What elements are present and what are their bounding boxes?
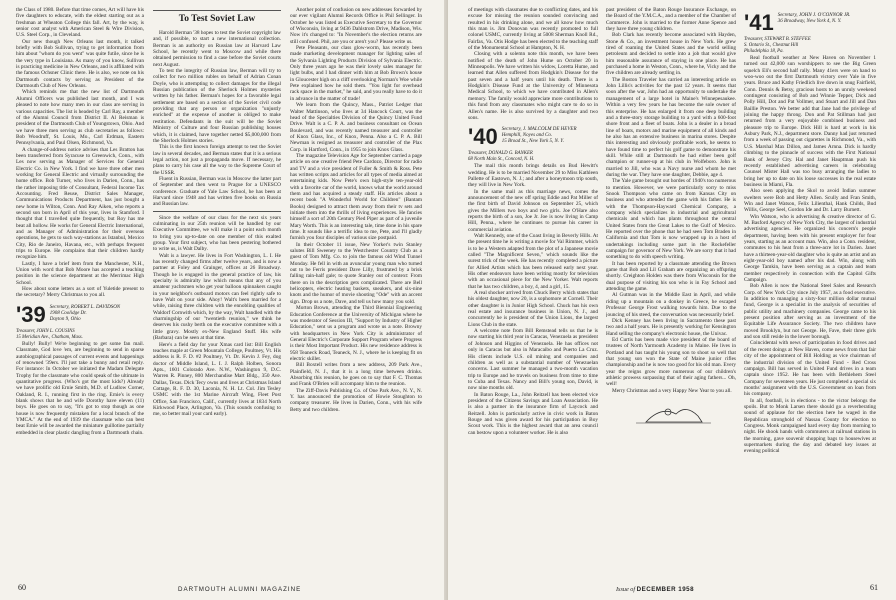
article-title: To Test Soviet Law — [178, 14, 256, 24]
paragraph: of meetings with classmates due to conflicting dates, and his excuse for missing the reunion sounded convincing and resulted in his drinking alone, and we all know how much this man is. Jim Donovan was recently promoted to full colonel USMC, currently living at 5008 Sherman Knoll Rd., Fairfax, Va. Otis Hodge has been elected to the teaching staff of the Monumental School at Hampton, N. H. — [468, 7, 598, 52]
paragraph: Coincidental with news of participation in food drives and of the recent doings at New Haven, come news from that fair city of the appointment of Bill Holding as vice chairman of the industrial division of the United Fund - Red Cross campaign. Bill has served in United Fund drives in a team captain since 1952. He has been with Bethlehem Steel Company for seventeen years. He just completed a special six months' assignment with the U.S. Government on loan from his company. — [744, 340, 876, 398]
paragraph: The Boston Traveler has carried an interesting article on John Lillis's activities for the past 12 years. It seems that soon after the war, John had an opportunity to undertake the management of a large hotel in Maine's Winnepesaukee. Within a very few years he has become the sole owner of this enterprise. He has enlarged it from one deep building and a three-story storage building to a yard with a 600-foot shore front and a fleet of boats. John is a dealer in a broad line of boats, motors and marine equipment of all kinds and he also has an extensive business in marina stores. Despite this interesting and obviously profitable work, he seems to have found time to perfect his golf game to demonstrate his skill. While still at Dartmouth he had either been golf champion or runner-up at his club in Wolfeboro. John is married to Jill, who was a Navy nurse and whom he met during the war. They have one daughter, Debbie, age 4. — [606, 76, 736, 178]
paragraph: Bully! Bully! We're beginning to get some fan mail. Classmate, God love 'em, are beginning to send in sparse autobiographical passages of current events and happenings of renowned '39ers. I'll just take a bunny and retail reply. For instance: In October we initiated the Madam Delegate Trophy for the classmate who could speak of the ultimate in quantitative progress. (Who's got the most kids?) Already we have prolific old Ernie Smith, M.D. of Ludlow Corner, Oakland, R. I., running first in the ring. Ernie's is every blank shows that he and wife Dorothy have eleven (11) boys. He goes on to say, "It's got to stop though as one house is now frequently mistaken for a local branch of the YMCA." At the end of 1939 the classmate who can best beat Ernie will be awarded the miniature guillotine partially embedded in clear plastic dangling from a Dartmouth chain. — [16, 340, 144, 436]
cartoon-icon — [606, 400, 736, 426]
paragraph: A change-of-address notice advises that Les Bratton has been transferred from Syracuse to Greenwich, Conn., with Les now serving as Manager of Services for General Electric Co. in New York. I find we have three other men working for General Electric and virtually surrounding the home office. Bob Turner, who lives in Darien, Conn., has the rather imposing title of Consultant, Federal Income Tax Accounting. Fred Reuse, District Sales Manager, Communications Products Department, has just bought a new home in Wilton, Conn. And Ray Aiken, who reports a second son born in April of this year, lives in Stamford. I thought that I travelled quite frequently, but Roy has me beat all hollow. He works for General Electric International, and as Manager of Administration for their overseas operations, he gets to such way-stations as Istanbul, Mexico City, Rio de Janeiro, Havana, etc., with perhaps frequent trips to Europe. He complains that their children hardly recognize him. — [16, 146, 144, 261]
left-column-2 — [153, 7, 281, 567]
class-secretary-info: Secretary, ROBERT L. DAVIDSON 1908 Coolidge Dr. Dayton 9, Ohio — [49, 304, 121, 322]
paragraph: past president of the Baton Rouge Insurance Exchange, on the Board of the Y.M.C.A., and a member of the Chamber of Commerce. John is married to the former Anne Spence and they have three young children. — [606, 7, 736, 33]
cartoon-illustration — [606, 400, 736, 426]
paragraph: In Baton Rouge, La., John Reitzell has been elected vice president of the Citizens Savings and Loan Association. He is also a partner in the insurance firm of Laycock and Reitzell. John is particularly active in civic work in Baton Rouge and was given award for his participation in Boy Scout work. This is the highest award that an area council can bestow upon a volunteer worker. He is also — [468, 391, 598, 436]
paragraph: Walt is a lawyer. He lives in Fort Washington, L. I. He has recently changed firms after twelve years, and is now a partner at Foley and Grainger, offices at 26 Broadway. Though he is engaged in the general practice of law, his specialty is admiralty law which means that any of you amateur yachtsmen who get your balloon spinnakers caught in your neighbor's outboard motors can feel rightly safe to have Walt on your side. Ahoy! Walt's been married for a while, raising three children with the ennobling qualities of Waldorf Cornwith which, by the way, Walt handled with the charmingship of our "twentieth reunion," we think he deserves his cushy berth on the executive committee with a little gravy. Mostly ex-New England Stuff. His wife (Barbara) can be seen at that time. — [153, 252, 281, 342]
class-number: '40 — [468, 124, 498, 150]
paragraph: This is the first known foreign attempt to test the Soviet law in several decades, and Berman states that it is a serious legal action, not just a propaganda move. If necessary, he plans to carry his case all the way to the Supreme Court of the USSR. — [153, 144, 281, 176]
paragraph: The Ziff-Davis Publishing Co. of One Park Ave., N. Y., N. Y. has announced the promotion of Howie Stoughton to company treasurer. He lives in Darien, Conn., with his wife Betty and two children. — [290, 387, 422, 413]
magazine-footer: DARTMOUTH ALUMNI MAGAZINE — [178, 586, 302, 593]
paragraph: Merry Christmas and a very Happy New Year to you all. — [612, 387, 732, 394]
paragraph: A welcome note from Bill Remstead tells us that he is now starting his third year in Caracas, Venezuela as president of Johnson and Higgins of Venezuela. He has offices not only in Caracas but also in Maracaibo and Puerto La Cruz. His clients include U.S. oil mining and companies and children as well as a substantial number of Venezuelan concerns. Last summer he managed a two-month vacation trip to Europe and he travels on business from time to time to Cuba and Texas. Nancy and Bill's young son, David, is now nine months old. — [468, 328, 598, 392]
divider — [153, 10, 281, 11]
paragraph: the Class of 1980. Before that time comes, Art will have his five daughters to educate, with the eldest starting out as a freshman at Wheaton College this fall. Art, by the way, is senior cost analyst with American Steel & Wire Division, U.S. Steel Corp., in Cleveland. — [16, 7, 144, 39]
class-number: '39 — [16, 301, 46, 327]
paragraph: A real shocker arrived from Chuck Berry which states that his oldest daughter, now 20, is a sophomore at Cornell. Their other daughter is in Junior High School. Chuck has his own real estate and insurance business in Union, N. J., and concurrently he is president of the Union Lions, the largest Lions Club in the state. — [468, 290, 598, 328]
paragraph: Here's a field day for your Xmas card list: Bill English teaches maple at Green Mountain College, Poultney, Vt. His address is R. F. D. #2 Poultney, Vt. Dr. Kevin J. Fey, dog doctor of Middle Island, L. I. J. Ralph Holben, Sonora Apts., 1601 Colorado Ave. N.W., Washington 9, D.C. Warren R. Pinney, 800 Merchandise Mart Bldg., 350 Ave. Dallas, Texas. Dick Tecy owns and lives at Christmas Island Cottage, R. F. D. 30, Laconia, N. H. Lt. Col. Jim Tesley USMC with the 1st Marine Aircraft Wing, Fleet Post Office, San Francisco, Calif., currently lives at 1834 North Kirkwood Place, Arlington, Va. (This sounds confusing to me, so better mail your card early). — [153, 341, 281, 418]
paragraph: Fluent in Russian, Berman was in Moscow the latter part of September and then went to Prague for a UNESCO conference. Graduate of Yale Law School, he has been at Harvard since 1948 and has written five books on Russia and Russian law. — [153, 175, 281, 208]
right-column-2 — [606, 7, 736, 567]
paragraph: Another point of confusion on new addresses forwarded by our ever vigilant Alumni Records Office is Phil Sellinger. In October he was listed as Executive Secretary to the Governor of Wisconsin, living at 9436 Dahlstrom Drive, Madison, Wis. Now it's changed to: "In November's the election returns are still confused. Phil, are you or aren't you? Please write us. — [290, 7, 422, 45]
paragraph: Win Watson, who is advertising & creative director of G. M. Basford Agency of New York City, the largest of industrial advertising agencies. He organized his concern's people department, having been with his present employer for four years, starting as an account man. Win, also a Conn. resident, commutes to his heat from a three-acre lot in Darien. Janet have a thirteen-year-old daughter who is quite an artist and an eight-year-old boy named after his dad. Win, along with George Tamkin, have been serving as a captain and team member respectively in connection with the Capitol Gifts Campaign. — [744, 213, 876, 284]
page-number: 60 — [18, 583, 26, 592]
paragraph: Dick Kenney has been living in Sacramento these past two and a half years. He is presently working for Kensington Hand selling the company's electronic house, the Univac. — [606, 317, 736, 337]
class-secretary-info: Secretary, JOHN J. O'CONNOR JR. 36 Broadway, New York 4, N. Y. — [777, 13, 851, 24]
paragraph: Al Gutman was in the Middle East in April, and while riding up a mountain on a donkey in Greece, he escaped Professor George Frost walking towards him. Due to the jouncing of his steed, the conversation was necessarily brief. — [606, 292, 736, 318]
paragraph: It has been reported by a classmate attending the Brown game that Bob and Lil Graham are organizing an offspring shortly. Creighton Holden was there from Wisconsin for the dual purpose of visiting his son who is in Fay School and attending the game. — [606, 260, 736, 293]
paragraph: Lastly, I have a brief item from the Manchester, N.H., Union with word that Bob Moore has accepted a teaching position in the science department at the Merrimac High School. — [16, 260, 144, 286]
right-column-3 — [744, 7, 876, 567]
paragraph: How about some letters as a sort of Yuletide present to the secretary? Merry Christmas to you all. — [16, 286, 144, 299]
treasurer-info: Treasurer, DONALD G. BANKER 68 North Main St., Concord, N. H. — [468, 151, 535, 163]
class-secretary-info: Secretary, J. MALCOLM DE HEVER Hemphill, Noyes and Co. 15 Broad St., New York 5, N. Y. — [501, 127, 577, 145]
paragraph: Walt Kennedy, one of the Coast living in Beverly Hills. At the present time he is writing a movie for Val Rimmer, which is to be a Western adapted from the plot of a Japanese movie called "The Magnificent Seven," which sounds like the surest trick of the week. He has recently completed a picture for Allied Artists which has been released early next year. His other endeavors have been writing mostly for television with an occasional piece for the New Yorker. Walt reports that he has two children, a boy, 4, and a girl, 15. — [468, 232, 598, 290]
paragraph: Harold Berman '38 hopes to test the Soviet copyright law and, if possible, to start a new international collection. Berman is an authority on Russian law at Harvard Law School, he recently went to Moscow and while there obtained permission to find a case before the Soviet courts next August. — [153, 30, 281, 68]
paragraph: The Yale game brought out hordes of 1940's too numerous to mention. However, we were particularly sorry to miss Snook Thompson who came on from Kansas City on business and who attended the game with his father. He is with the Thompson-Hayward Chemical Company, a company which specializes in industrial and agricultural chemicals and which has plants throughout the central United States from the Great Lakes to the Gulf of Mexico. He reported over the phone that he had seen Tom Braden in California and that Tom is now wrapped up in a host of undertakings including some part in the Rockefeller campaign for governor of New York. We are sorry that it had something to do with speech writing. — [606, 178, 736, 261]
paragraph: Also seen applying the Skol to avoid Indian summer swelters were Bob and Hetty Allen. Scully and Fran Smith, Win and Janet Watson, Felix Lilienthal, Hank Childs, Bud Willis, George Seel, Gordon Ide and Dr. Larry Burnett. — [744, 188, 876, 214]
right-page — [448, 0, 896, 600]
left-column-1 — [16, 7, 144, 567]
paragraph: Real football weather at New Haven on November 1 turned out 42,000 sun worshippers to see the Big Green squelch Eli's second half rally. Many 41ers were on hand to woo-woo out the first Dartmouth victory over Yale in five years. Bruce and Kathy Friedlich live down in snug Fairfield, Conn. Dennis & Betsy, gracious hosts to an unruly weekend contingent consisting of Bob and Winnie Tepper, Dick and Polly Hill, Dot and Pat Vollmer, and Stuart and Jill and Dan Baillie Preston. We better add that Jane had the privilege of joining the happy throng. Don and Pat Stillman had just returned from a very enjoyable combined business and pleasure trip to Europe. Dick Hill is hard at work in his Asbury Park, N.J., department store. Danny had just returned from a week of passing out cigarettes in Richmond, Va., with U.S. Marshal Max Dillon, and James Arnna. Dick is hardly climbing to the pinnacle of success with the First National Bank of Jersey City. Hal and Janet Hauptman push his recently established advertising careers in celebrating Counsel Mister Hall was too busy arranging the ladies to bring her up to date on his loose successes in the real estate business in Miami, Fla. — [744, 55, 876, 188]
paragraph: In all, football, is in elections - to the victor belongs the spoils. But to Monk Larsen there should go a reverberating sound of applause for the election here he waged in the Republican stronghold of Nassau County for election to Congress. Monk campaigned hard every day from morning to night. He shook hands with commuters at railroad stations in the morning, gave souvenir shopping bags to housewives at supermarkets during the day and debated key issues at evening political — [744, 397, 876, 455]
class-header-41 — [744, 10, 876, 35]
left-column-3 — [290, 7, 422, 567]
paragraph: The mail this month brings details on Bud Hewitt's wedding. He is to be married November 29 to Miss Kathleen Pallette of Eastown, N. J.; and after a honeymoon trip south, they will live in New York. — [468, 163, 598, 189]
paragraph: Bob Clark has recently become associated with Hayden, Stone & Co., an investment house in New York. He grew tired of roaming the United States and the world selling petroleum and decided to settle into a job that would give him reasonable assurance of staying in one place. He has purchased a home in Weston, Conn., where he, Vicky and the five children are already settling in. — [606, 32, 736, 77]
paragraph: We learn from the Quincy, Mass., Patriot Ledger that Walter Mattinson, who lives at 34 Hancock Court, was the head of the Specialties Division of the Quincy United Fund Drive. Walt is a C. P. A. and business consultant on Ocean Boulevard, and was recently named treasurer and controller of Knox Glass, Inc., of Knox, Penna. Also a C. P. A. Bill Newman is resigned as treasurer and controller of the Plax Corp. in Hartford, Conn., in 1955 to join Knox Glass. — [290, 102, 422, 153]
treasurer-info: Treasurer, STEWART B. STEFFEE S. Ontario St., Chestnut Hill Philadelphia 18, Pa. — [744, 37, 811, 54]
class-number: '41 — [744, 10, 774, 35]
paragraph: Which reminds me that the new list of Dartmouth Alumni Officers was published last month, and I was pleased to note how many men in our class are serving in various capacities. The list is headed by Carl Ray, a member of the Alumni Council from District II. Al Reisman is president of the Dartmouth Club of Youngstown, Ohio. And we have three men serving as club secretaries as follows: Bob Woodruff, St. Louis, Mo., Carl Erdman, Eastern Pennsylvania, and Paul Olsen, Richmond, Va. — [16, 89, 144, 147]
paragraph: Pete Pleasants, our class glow-worm, has recently been made marketing development manager for lighting sales of the Sylvania Lighting Products Division of Sylvania Electric. Only three years ago he was their lovely sales manager for light bulbs, and I had dinner with him at Bob Brown's house in Gloucester high on a cliff overlooking Norman's Woe while Pete explained how he sold them. "You light for overhead rack space in the market," he said, and you really have to do it in advance in the matter of trade! — [290, 45, 422, 102]
treasurer-info: Treasurer, JOHN L. COUSINS 15 Meridian Ave., Chatham, Mass. — [16, 328, 83, 340]
paragraph: Closing with a solemn note this month, we have been notified of the death of John Hume on October 20 in Minneapolis. We have written his widow, Loretta Hume, and learned that Allen suffered from Hodgkin's Disease for the past seven and a half years until his death. There is a Hodgkin's Disease Fund at the University of Minnesota Medical School, to which we have contributed in Allen's memory. The family would appreciate more contributions to this fund from any classmates who might care to do so in Allen's name. He is also survived by a daughter and two sons. — [468, 51, 598, 121]
paragraph: Bill Boxtell writes from a new address, 209 Park Ave., Plainfield, N. J., that it is a long time between drinks. Absorbing this reunion, he goes on to say that F. C. Thomas and Frank O'Brien will accompany him to the reunion. — [290, 362, 422, 388]
class-header-40 — [468, 124, 598, 150]
class-header-39 — [16, 301, 144, 327]
divider — [153, 211, 281, 212]
paragraph: Morton Brown, attending the Third Biennial Engineering Education Conference at the University of Michigan where he was moderator of Session III, "Support by Industry of Higher Education," sent us a program and wrote us a note. Browny with headquarters in New York City is administrator of General Electric's Corporate Support Program where Progress is their Most Important Product. His new residence address is 958 Teaneck Road, Teaneck, N. J., where he is keeping fit on electric skillet. — [290, 305, 422, 362]
paragraph: Ed Curtis has been made vice president of the board of trustees of North Yarmouth Academy in Maine. He lives in Portland and has taught his young son to shoot so well that that young son won the State of Maine junior rifles championship and he is now too good for his old man. Every year the reigns grow more numerous of our children's athletic prowess surpassing that of their aging fathers... Oh, well! — [606, 336, 736, 388]
issue-footer: Issue of DECEMBER 1958 — [616, 586, 695, 593]
page-number: 61 — [870, 583, 878, 592]
paragraph: The magazine Television Age for September carried a page article on one creative friend Pete Cardozo, Director for radio and TV and a vice president of Fuller & Smith & Ross. Pete has written scripts and articles for all types of media aimed at entertaining kids. Now Pete's own high-style ten-year-old with a favorite car of the world, knows what the world around them and has acquired a steady staff. His articles about a recent book "A Wonderful World for Children" (Bantam Books) designed to attract them away from their tv sets and initiate them into the thrills of living experiences. He fancies himself a sort of 20th Century Pied Piper as part of a juvenile Mary Worth. This is an interesting tale, time done in his spare time. It sounds like a terrific idea to me, Pete, and I'll gladly furnish you four disciples of various size postpaid. — [290, 152, 422, 242]
paragraph: To test the integrity of Russian law, Berman will try to collect for two million rubles on behalf of Adrian Conan Doyle, who is attempting to collect damages for the illegal Russian publication of the Sherlock Holmes mysteries written by his father. Berman's hopes for a favorable legal settlement are based on a section of the Soviet civil code providing that any person or organization "unjustly enriched" at the expense of another is obliged to make restitution. Defendants in the suit will be the Soviet Ministry of Culture and four Russian publishing houses which, it is claimed, have together netted $5,000,000 from the Sherlock Holmes stories. — [153, 68, 281, 144]
paragraph: In their October 11 issue, New Yorker's twin Stanley salutes Bill Sweeney to the Westchester Country Club as a guest of Tom Mfg. Co. to join the famous old Wind Tunnel Monday. He fell in with an avuncular young man who turned out to be Ferris president Dave Lilly, frustrated by a brisk falling rain-half gale; to quote Stanley out of context: From there on in the description gets complicated. There are Bell helicopters, electric heating baskets, sneakers, and six-nine knots and the humor of movie shooting "Ode" with an accent sign. Drop us a note, Dave, and tell us how many you sold. — [290, 241, 422, 305]
paragraph: Since the welfare of our class for the next six years culminating in our 25th reunion will be handled by our Executive Committee, we will make it a point each month to bring you up-to-date on one member of this exalted group. Your first subject, who has been pestering bothered to write us, is Walt Dalby. — [153, 214, 281, 253]
paragraph: In the same mail as this marriage news, comes the announcement of the new off spring Eddie and Pat Miller of the first birth of David Johnson on September 25, which gives the Millers two boys and two girls. Joe O'Hare also reports the birth of a son, Joe Jr. Joe is now living in Camp Hill, Penna., where he continues to pursue his career in commercial aviation. — [468, 188, 598, 233]
paragraph: Our new though New Orleans last month, it talked briefly with Bob Sullivan, trying to get information from him about "whom do you went" was quite futile, since he is the very type in Louisiana. As many of you know, Sullivan is practicing medicine in New Orleans, and is affiliated with the famous Ochsner Clinic there. He is also, we note on his Dartmouth contacts by serving as President of the Dartmouth Club of New Orleans. — [16, 38, 144, 90]
paragraph: Bob Allen is now the National Steel Sales and Research Corp. of New York City since July 1957, as a food executive. In addition to managing a sixty-four million dollar mutual fund, George is a specialist in the analysis of securities of public utility and machinery companies. George came to his present position after serving as an investment of the Equitable Life Assurance Society. The two children have moved Brooklyn, but not George. He, Fave, their three girls and son still reside in the lower borough. — [744, 283, 876, 341]
right-column-1 — [468, 7, 598, 567]
